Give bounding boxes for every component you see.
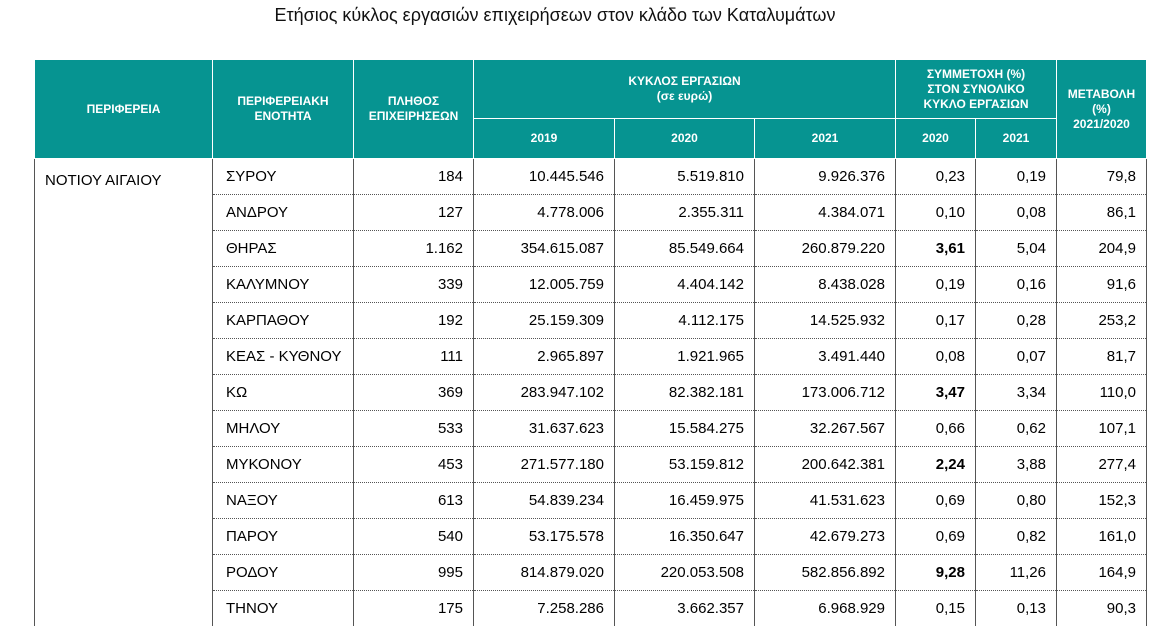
cell-turnover-2020: 85.549.664 — [615, 231, 755, 267]
cell-turnover-2020: 53.159.812 — [615, 447, 755, 483]
cell-turnover-2021: 260.879.220 — [755, 231, 896, 267]
cell-turnover-2019: 354.615.087 — [474, 231, 615, 267]
cell-share-2020: 0,15 — [896, 591, 976, 626]
header-unit: ΠΕΡΙΦΕΡΕΙΑΚΗ ΕΝΟΤΗΤΑ — [213, 60, 354, 159]
cell-share-2020: 0,23 — [896, 159, 976, 195]
cell-turnover-2020: 15.584.275 — [615, 411, 755, 447]
cell-turnover-2021: 6.968.929 — [755, 591, 896, 626]
cell-count: 1.162 — [354, 231, 474, 267]
cell-unit: ΤΗΝΟΥ — [213, 591, 354, 626]
cell-unit: ΘΗΡΑΣ — [213, 231, 354, 267]
cell-turnover-2020: 3.662.357 — [615, 591, 755, 626]
header-year-2020: 2020 — [615, 119, 755, 159]
cell-share-2021: 5,04 — [976, 231, 1057, 267]
cell-count: 995 — [354, 555, 474, 591]
header-year-2021: 2021 — [755, 119, 896, 159]
cell-turnover-2019: 283.947.102 — [474, 375, 615, 411]
cell-count: 339 — [354, 267, 474, 303]
cell-change: 110,0 — [1057, 375, 1147, 411]
cell-share-2020: 0,19 — [896, 267, 976, 303]
cell-share-2020: 2,24 — [896, 447, 976, 483]
cell-share-2020: 0,10 — [896, 195, 976, 231]
cell-share-2021: 0,28 — [976, 303, 1057, 339]
header-share-2021: 2021 — [976, 119, 1057, 159]
cell-turnover-2020: 5.519.810 — [615, 159, 755, 195]
cell-count: 369 — [354, 375, 474, 411]
cell-turnover-2019: 25.159.309 — [474, 303, 615, 339]
cell-turnover-2021: 32.267.567 — [755, 411, 896, 447]
cell-turnover-2020: 16.459.975 — [615, 483, 755, 519]
cell-share-2021: 11,26 — [976, 555, 1057, 591]
cell-share-2020: 0,69 — [896, 483, 976, 519]
cell-unit: ΚΑΛΥΜΝΟΥ — [213, 267, 354, 303]
cell-share-2020: 9,28 — [896, 555, 976, 591]
header-year-2019: 2019 — [474, 119, 615, 159]
cell-change: 81,7 — [1057, 339, 1147, 375]
cell-share-2020: 0,08 — [896, 339, 976, 375]
cell-turnover-2021: 42.679.273 — [755, 519, 896, 555]
cell-unit: ΚΕΑΣ - ΚΥΘΝΟΥ — [213, 339, 354, 375]
cell-unit: ΚΑΡΠΑΘΟΥ — [213, 303, 354, 339]
cell-turnover-2021: 200.642.381 — [755, 447, 896, 483]
cell-share-2021: 0,08 — [976, 195, 1057, 231]
cell-unit: ΡΟΔΟΥ — [213, 555, 354, 591]
cell-unit: ΝΑΞΟΥ — [213, 483, 354, 519]
cell-turnover-2021: 9.926.376 — [755, 159, 896, 195]
cell-region: ΝΟΤΙΟΥ ΑΙΓΑΙΟΥ — [35, 159, 213, 626]
cell-turnover-2021: 173.006.712 — [755, 375, 896, 411]
cell-share-2020: 3,61 — [896, 231, 976, 267]
page-title: Ετήσιος κύκλος εργασιών επιχειρήσεων στον κλάδο των Καταλυμάτων — [0, 5, 1110, 26]
cell-turnover-2021: 41.531.623 — [755, 483, 896, 519]
cell-turnover-2021: 14.525.932 — [755, 303, 896, 339]
cell-unit: ΠΑΡΟΥ — [213, 519, 354, 555]
table-row — [35, 159, 1147, 195]
cell-share-2021: 0,13 — [976, 591, 1057, 626]
cell-count: 111 — [354, 339, 474, 375]
cell-unit: ΜΥΚΟΝΟΥ — [213, 447, 354, 483]
cell-turnover-2020: 4.112.175 — [615, 303, 755, 339]
cell-turnover-2020: 4.404.142 — [615, 267, 755, 303]
cell-change: 86,1 — [1057, 195, 1147, 231]
cell-count: 127 — [354, 195, 474, 231]
cell-change: 164,9 — [1057, 555, 1147, 591]
cell-change: 204,9 — [1057, 231, 1147, 267]
cell-turnover-2019: 53.175.578 — [474, 519, 615, 555]
header-change: ΜΕΤΑΒΟΛΗ (%) 2021/2020 — [1057, 60, 1147, 159]
cell-turnover-2019: 2.965.897 — [474, 339, 615, 375]
cell-change: 107,1 — [1057, 411, 1147, 447]
cell-turnover-2019: 4.778.006 — [474, 195, 615, 231]
cell-unit: ΑΝΔΡΟΥ — [213, 195, 354, 231]
cell-turnover-2019: 7.258.286 — [474, 591, 615, 626]
header-turnover: ΚΥΚΛΟΣ ΕΡΓΑΣΙΩΝ (σε ευρώ) — [474, 60, 896, 119]
cell-count: 613 — [354, 483, 474, 519]
cell-unit: ΣΥΡΟΥ — [213, 159, 354, 195]
cell-change: 161,0 — [1057, 519, 1147, 555]
header-share: ΣΥΜΜΕΤΟΧΗ (%) ΣΤΟΝ ΣΥΝΟΛΙΚΟ ΚΥΚΛΟ ΕΡΓΑΣΙΩΝ — [896, 60, 1057, 119]
turnover-table — [34, 59, 1147, 626]
cell-turnover-2019: 54.839.234 — [474, 483, 615, 519]
cell-share-2021: 0,62 — [976, 411, 1057, 447]
cell-turnover-2019: 10.445.546 — [474, 159, 615, 195]
cell-count: 540 — [354, 519, 474, 555]
cell-turnover-2019: 271.577.180 — [474, 447, 615, 483]
cell-turnover-2019: 12.005.759 — [474, 267, 615, 303]
header-region: ΠΕΡΙΦΕΡΕΙΑ — [35, 60, 213, 159]
cell-share-2021: 0,82 — [976, 519, 1057, 555]
cell-change: 253,2 — [1057, 303, 1147, 339]
cell-count: 533 — [354, 411, 474, 447]
cell-turnover-2021: 3.491.440 — [755, 339, 896, 375]
cell-turnover-2019: 814.879.020 — [474, 555, 615, 591]
cell-change: 152,3 — [1057, 483, 1147, 519]
cell-share-2021: 0,16 — [976, 267, 1057, 303]
cell-count: 453 — [354, 447, 474, 483]
cell-turnover-2020: 220.053.508 — [615, 555, 755, 591]
cell-count: 175 — [354, 591, 474, 626]
cell-turnover-2020: 82.382.181 — [615, 375, 755, 411]
cell-unit: ΜΗΛΟΥ — [213, 411, 354, 447]
cell-count: 192 — [354, 303, 474, 339]
cell-change: 91,6 — [1057, 267, 1147, 303]
cell-share-2020: 0,69 — [896, 519, 976, 555]
cell-turnover-2020: 1.921.965 — [615, 339, 755, 375]
cell-share-2021: 3,34 — [976, 375, 1057, 411]
cell-share-2021: 0,07 — [976, 339, 1057, 375]
cell-share-2020: 0,17 — [896, 303, 976, 339]
cell-share-2021: 0,80 — [976, 483, 1057, 519]
cell-share-2021: 0,19 — [976, 159, 1057, 195]
cell-turnover-2021: 4.384.071 — [755, 195, 896, 231]
cell-change: 277,4 — [1057, 447, 1147, 483]
header-count: ΠΛΗΘΟΣ ΕΠΙΧΕΙΡΗΣΕΩΝ — [354, 60, 474, 159]
cell-share-2020: 0,66 — [896, 411, 976, 447]
cell-turnover-2020: 2.355.311 — [615, 195, 755, 231]
cell-turnover-2021: 582.856.892 — [755, 555, 896, 591]
cell-share-2020: 3,47 — [896, 375, 976, 411]
cell-change: 79,8 — [1057, 159, 1147, 195]
cell-unit: ΚΩ — [213, 375, 354, 411]
cell-share-2021: 3,88 — [976, 447, 1057, 483]
cell-turnover-2020: 16.350.647 — [615, 519, 755, 555]
cell-turnover-2019: 31.637.623 — [474, 411, 615, 447]
cell-turnover-2021: 8.438.028 — [755, 267, 896, 303]
cell-count: 184 — [354, 159, 474, 195]
header-share-2020: 2020 — [896, 119, 976, 159]
cell-change: 90,3 — [1057, 591, 1147, 626]
